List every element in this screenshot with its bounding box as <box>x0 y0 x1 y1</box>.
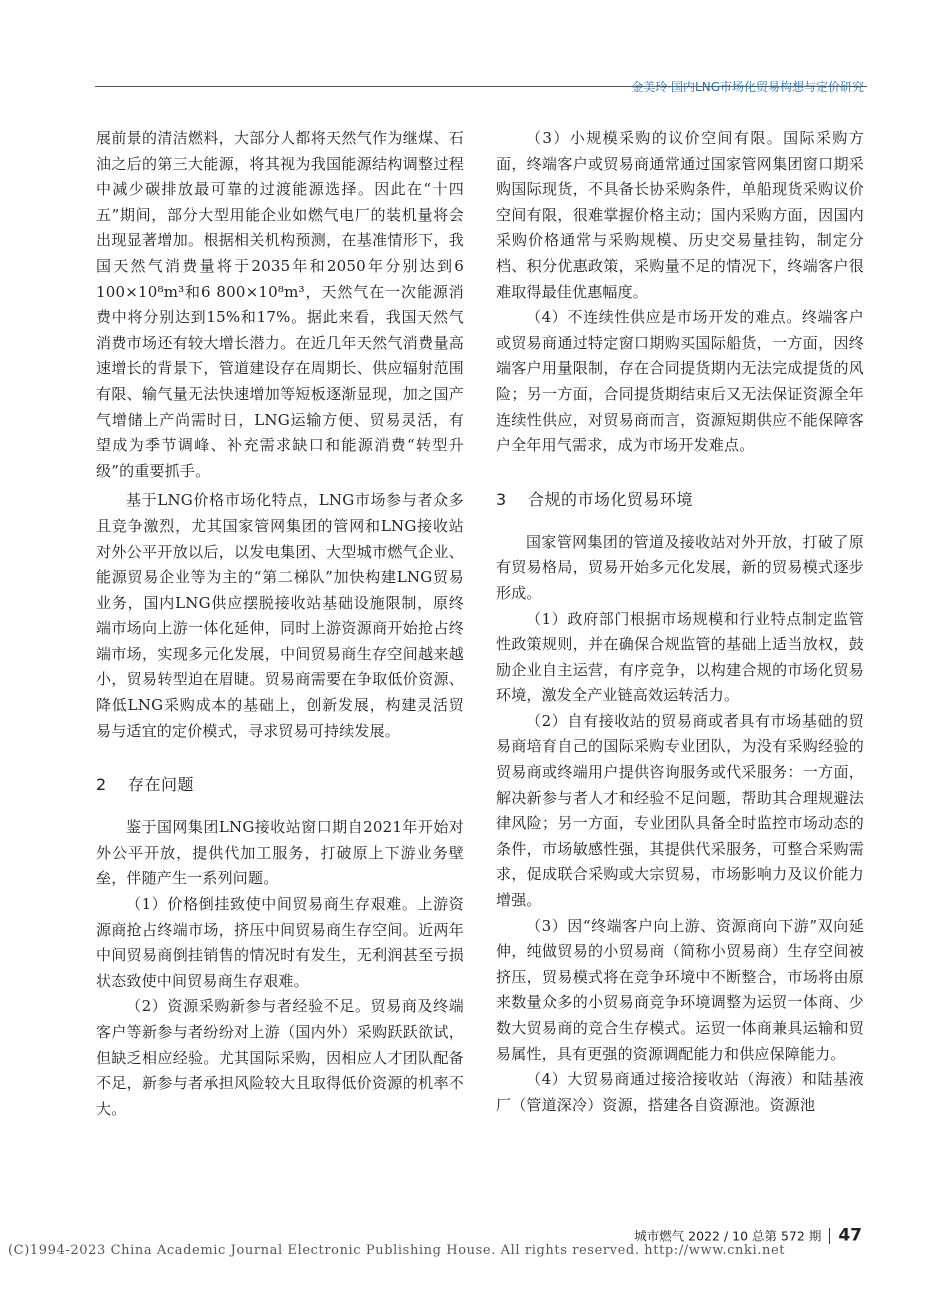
running-head: 金美玲·国内LNG市场化贸易构想与定价研究 <box>631 80 864 94</box>
page-number: 47 <box>838 1225 862 1246</box>
section-title: 存在问题 <box>128 775 195 795</box>
section-number: 2 <box>96 775 107 795</box>
paragraph: 基于LNG价格市场化特点，LNG市场参与者众多且竞争激烈，尤其国家管网集团的管网和LNG接收站对外公平开放以后，以发电集团、大型城市燃气企业、能源贸易企业等为主的“第二梯队”加快构建LNG贸易业务，国内LNG供应摆脱接收站基础设施限制，原终端市场向上游一体化延伸，同时上游资源商开始抢占终端市场，实现多元化发展，中间贸易商生存空间越来越小，贸易转型迫在眉睫。贸易商需要在争取低价资源、降低LNG采购成本的基础上，创新发展，构建灵活贸易与适宜的定价模式，寻求贸易可持续发展。 <box>96 491 464 740</box>
journal-info: 城市燃气 2022 / 10 总第 572 期 <box>634 1228 822 1244</box>
paragraph: （3）因“终端客户向上游、资源商向下游”双向延伸，纯做贸易的小贸易商（简称小贸易商）生存空间被挤压，贸易模式将在竞争环境中不断整合，市场将由原来数量众多的小贸易商竞争环境调整为运贸一体商、少数大贸易商的竞合生存模式。运贸一体商兼具运输和贸易属性，具有更强的资源调配能力和供应保障能力。 <box>496 916 864 1063</box>
paragraph: 鉴于国网集团LNG接收站窗口期自2021年开始对外公平开放，提供代加工服务，打破原上下游业务壁垒，伴随产生一系列问题。 <box>96 818 464 888</box>
paragraph: （1）价格倒挂致使中间贸易商生存艰难。上游资源商抢占终端市场，挤压中间贸易商生存空间。近两年中间贸易商倒挂销售的情况时有发生，无利润甚至亏损状态致使中间贸易商生存艰难。 <box>96 895 464 990</box>
paragraph: 国家管网集团的管道及接收站对外开放，打破了原有贸易格局，贸易开始多元化发展，新的贸易模式逐步形成。 <box>496 532 864 602</box>
right-column <box>496 126 864 1118</box>
paragraph: （4）大贸易商通过接洽接收站（海液）和陆基液厂（管道深冷）资源，搭建各自资源池。资源池 <box>496 1070 864 1114</box>
paragraph: （4）不连续性供应是市场开发的难点。终端客户或贸易商通过特定窗口期购买国际船货，一方面，因终端客户用量限制，存在合同提货期内无法完成提货的风险；另一方面，合同提货期结束后又无法保证资源全年连续性供应，对贸易商而言，资源短期供应不能保障客户全年用气需求，成为市场开发难点。 <box>496 308 864 455</box>
section-heading-3 <box>496 487 864 510</box>
paragraph: （2）自有接收站的贸易商或者具有市场基础的贸易商培育自己的国际采购专业团队，为没有采购经验的贸易商或终端用户提供咨询服务或代采服务：一方面，解决新参与者人才和经验不足问题，帮助其合理规避法律风险；另一方面，专业团队具备全时监控市场动态的条件，市场敏感性强，其提供代采服务，可整合采购需求，促成联合采购或大宗贸易，市场影响力及议价能力增强。 <box>496 711 864 910</box>
paragraph: 展前景的清洁燃料，大部分人都将天然气作为继煤、石油之后的第三大能源，将其视为我国能源结构调整过程中减少碳排放最可靠的过渡能源选择。因此在“十四五”期间，部分大型用能企业如燃气电厂的装机量将会出现显著增加。根据相关机构预测，在基准情形下，我国天然气消费量将于2035年和2050年分别达到6 100×10⁸m³和6 800×10⁸m³，天然气在一次能源消费中将分别达到15%和17%。据此来看，我国天然气消费市场还有较大增长潜力。在近几年天然气消费量高速增长的背景下，管道建设存在周期长、供应辐射范围有限、输气量无法快速增加等短板逐渐显现，加之国产气增储上产尚需时日，LNG运输方便、贸易灵活，有望成为季节调峰、补充需求缺口和能源消费“转型升级”的重要抓手。 <box>96 129 464 480</box>
section-number: 3 <box>496 489 507 509</box>
section-title: 合规的市场化贸易环境 <box>528 489 694 509</box>
paragraph: （3）小规模采购的议价空间有限。国际采购方面，终端客户或贸易商通常通过国家管网集团窗口期采购国际现货，不具备长协采购条件，单船现货采购议价空间有限，很难掌握价格主动；国内采购方面，因国内采购价格通常与采购规模、历史交易量挂钩，制定分档、积分优惠政策，采购量不足的情况下，终端客户很难取得最佳优惠幅度。 <box>496 129 864 301</box>
copyright-line: (C)1994-2023 China Academic Journal Electronic Publishing House. All rights reserved. http://www.cnki.net <box>8 1243 786 1258</box>
paragraph: （1）政府部门根据市场规模和行业特点制定监管性政策规则，并在确保合规监管的基础上适当放权，鼓励企业自主运营，有序竞争，以构建合规的市场化贸易环境，激发全产业链高效运转活力。 <box>496 609 864 705</box>
left-column <box>96 126 464 1122</box>
section-heading-2 <box>96 772 464 795</box>
footer-divider <box>829 1228 830 1244</box>
paragraph: （2）资源采购新参与者经验不足。贸易商及终端客户等新参与者纷纷对上游（国内外）采购跃跃欲试，但缺乏相应经验。尤其国际采购，因相应人才团队配备不足，新参与者承担风险较大且取得低价资源的机率不大。 <box>96 997 464 1118</box>
